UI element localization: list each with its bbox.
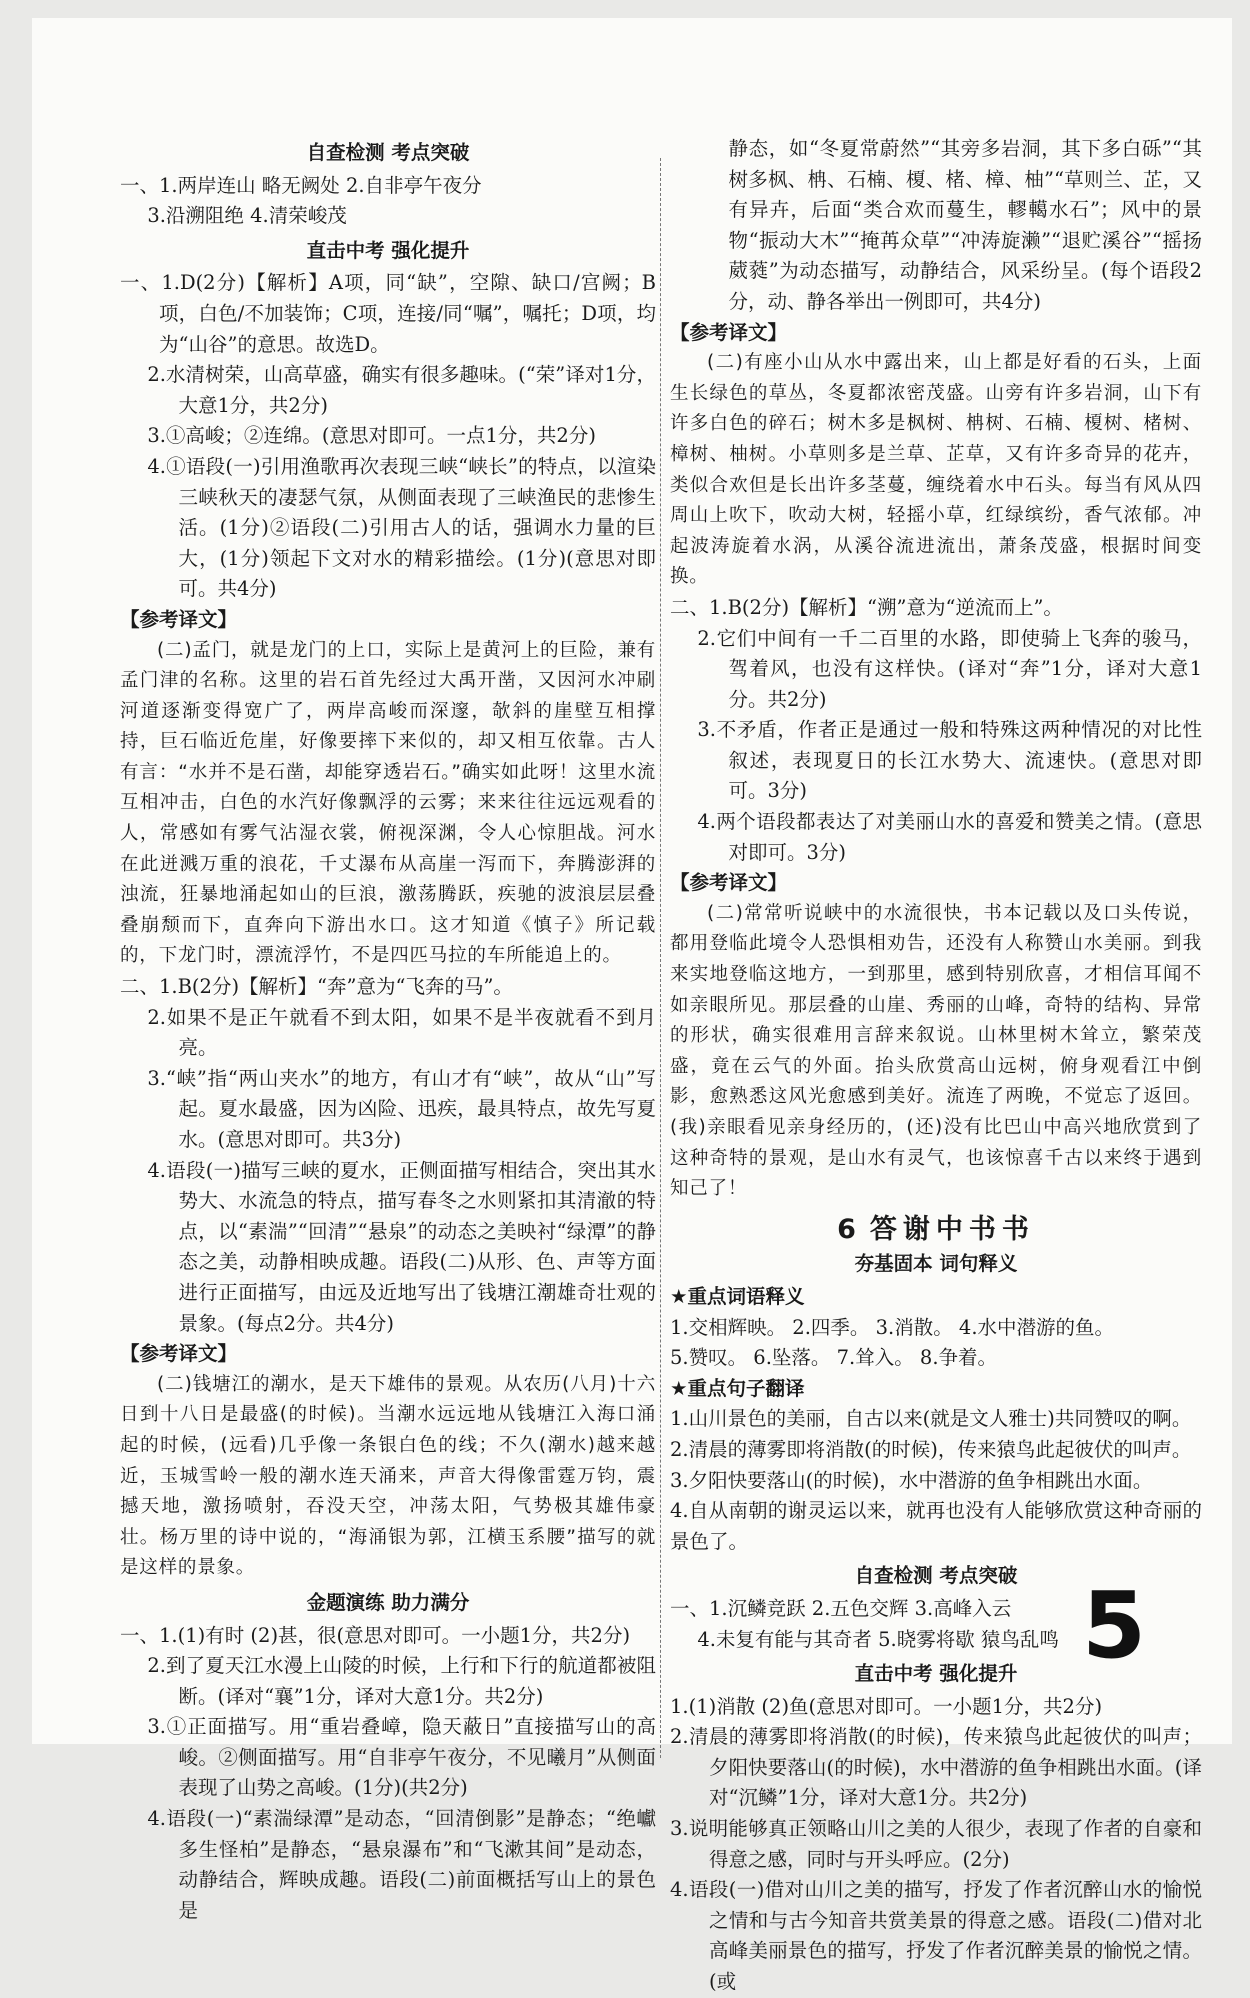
answer-item: 2.水清树荣，山高草盛，确实有很多趣味。(“荣”译对1分，大意1分，共2分) xyxy=(147,363,656,417)
answer-item: 3.①高峻；②连绵。(意思对即可。一点1分，共2分) xyxy=(147,424,596,448)
sentence-translation: 3.夕阳快要落山(的时候)，水中潜游的鱼争相跳出水面。 xyxy=(670,1468,1153,1492)
page-number: 5 xyxy=(1082,1572,1147,1679)
lesson-title xyxy=(670,1215,1202,1246)
answer-item: 4.①语段(一)引用渔歌再次表现三峡“峡长”的特点，以渲染三峡秋天的凄瑟气氛，从侧面表现了三峡渔民的悲惨生活。(1分)②语段(二)引用古人的话，强调水力量的巨大，(1分)领起下文对水的精彩描绘。(1分)(意思对即可。共4分) xyxy=(147,454,656,601)
reference-translation-label: 【参考译文】 xyxy=(670,871,788,895)
section-heading: 直击中考 强化提升 xyxy=(306,238,470,262)
answer-line: 一、1.沉鳞竞跃 2.五色交辉 3.高峰入云 xyxy=(670,1596,1012,1620)
lesson-name: 答谢中书书 xyxy=(869,1213,1035,1245)
answer-item: 2.如果不是正午就看不到太阳，如果不是半夜就看不到月亮。 xyxy=(147,1005,656,1060)
section-heading: 自查检测 考点突破 xyxy=(854,1564,1018,1588)
answer-item: 二、1.B(2分)【解析】“溯”意为“逆流而上”。 xyxy=(670,595,1063,619)
answer-line: 一、1.两岸连山 略无阙处 2.自非亭午夜分 xyxy=(120,173,482,197)
answer-item: 4.语段(一)借对山川之美的描写，抒发了作者沉醉山水的愉悦之情和与古今知音共赏美景的得意之感。语段(二)借对北高峰美丽景色的描写，抒发了作者沉醉美景的愉悦之情。(或 xyxy=(670,1878,1202,1994)
answer-item: 一、1.D(2分)【解析】A项，同“缺”，空隙、缺口/宫阙；B项，白色/不加装饰；C项，连接/同“嘱”，嘱托；D项，均为“山谷”的意思。故选D。 xyxy=(120,271,656,356)
lesson-number: 6 xyxy=(837,1213,856,1245)
reference-translation-label: 【参考译文】 xyxy=(120,607,238,631)
answer-item: 1.(1)消散 (2)鱼(意思对即可。一小题1分，共2分) xyxy=(670,1694,1103,1718)
answer-item: 3.①正面描写。用“重岩叠嶂，隐天蔽日”直接描写山的高峻。②侧面描写。用“自非亭午夜分，不见曦月”从侧面表现了山势之高峻。(1分)(共2分) xyxy=(147,1715,656,1800)
sentence-translation: 4.自从南朝的谢灵运以来，就再也没有人能够欣赏这种奇丽的景色了。 xyxy=(670,1499,1202,1553)
right-column xyxy=(670,134,1202,1998)
column-divider xyxy=(660,158,661,1758)
section-heading: 自查检测 考点突破 xyxy=(306,141,470,164)
answer-item: 二、1.B(2分)【解析】“奔”意为“飞奔的马”。 xyxy=(120,975,513,999)
answer-item: 2.它们中间有一千二百里的水路，即使骑上飞奔的骏马，驾着风，也没有这样快。(译对“奔”1分，译对大意1分。共2分) xyxy=(697,626,1202,711)
answer-item: 3.说明能够真正领略山川之美的人很少，表现了作者的自豪和得意之感，同时与开头呼应。(2分) xyxy=(670,1817,1202,1871)
subsection-heading: ★重点词语释义 xyxy=(670,1284,805,1308)
answer-item: 3.不矛盾，作者正是通过一般和特殊这两种情况的对比性叙述，表现夏日的长江水势大、流速快。(意思对即可。3分) xyxy=(697,718,1202,803)
word-list: 5.赞叹。 6.坠落。 7.耸入。 8.争着。 xyxy=(670,1346,998,1370)
sentence-translation: 1.山川景色的美丽，自古以来(就是文人雅士)共同赞叹的啊。 xyxy=(670,1407,1192,1431)
answer-item: 3.“峡”指“两山夹水”的地方，有山才有“峡”，故从“山”写起。夏水最盛，因为凶险、迅疾，最具特点，故先写夏水。(意思对即可。共3分) xyxy=(147,1066,656,1151)
answer-line: 3.沿溯阻绝 4.清荣峻茂 xyxy=(147,204,347,228)
translation-paragraph: (二)孟门，就是龙门的上口，实际上是黄河上的巨险，兼有孟门津的名称。这里的岩石首先经过大禹开凿，又因河水冲刷河道逐渐变得宽广了，两岸高峻而深邃，欹斜的崖壁互相撑持，巨石临近危崖，好像要摔下来似的，却又相互依靠。古人有言：“水并不是石凿，却能穿透岩石。”确实如此呀！这里水流互相冲击，白色的水汽好像飘浮的云雾；来来往往远远观看的人，常感如有雾气沾湿衣裳，俯视深渊，令人心惊胆战。河水在此迸溅万重的浪花，千丈瀑布从高崖一泻而下，奔腾澎湃的浊流，狂暴地涌起如山的巨浪，激荡腾跃，疾驰的波浪层层叠叠崩颓而下，直奔向下游出水口。这才知道《慎子》所记载的，下龙门时，漂流浮竹，不是四匹马拉的车所能追上的。 xyxy=(120,639,656,967)
answer-line: 4.未复有能与其奇者 5.晓雾将歇 猿鸟乱鸣 xyxy=(697,1627,1059,1651)
translation-paragraph: (二)常常听说峡中的水流很快，书本记载以及口头传说，都用登临此境令人恐惧相劝告，还没有人称赞山水美丽。到我来实地登临这地方，一到那里，感到特别欣喜，才相信耳闻不如亲眼所见。那层叠的山崖、秀丽的山峰，奇特的结构、异常的形状，确实很难用言辞来叙说。山林里树木耸立，繁荣茂盛，竟在云气的外面。抬头欣赏高山远树，俯身观看江中倒影，愈熟悉这风光愈感到美好。流连了两晚，不觉忘了返回。(我)亲眼看见亲身经历的，(还)没有比巴山中高兴地欣赏到了这种奇特的景观，是山水有灵气，也该惊喜千古以来终于遇到知己了！ xyxy=(670,902,1202,1200)
answer-item: 一、1.(1)有时 (2)甚，很(意思对即可。一小题1分，共2分) xyxy=(120,1623,631,1647)
answer-item: 2.到了夏天江水漫上山陵的时候，上行和下行的航道都被阻断。(译对“襄”1分，译对大意1分。共2分) xyxy=(147,1654,656,1708)
answer-item: 4.语段(一)“素湍绿潭”是动态，“回清倒影”是静态；“绝巘多生怪柏”是静态，“悬泉瀑布”和“飞漱其间”是动态，动静结合，辉映成趣。语段(二)前面概括写山上的景色是 xyxy=(147,1807,656,1922)
translation-paragraph: (二)有座小山从水中露出来，山上都是好看的石头，上面生长绿色的草丛，冬夏都浓密茂盛。山旁有许多岩洞，山下有许多白色的碎石；树木多是枫树、柟树、石楠、榎树、楮树、樟树、柚树。小草则多是兰草、芷草，又有许多奇异的花卉，类似合欢但是长出许多茎蔓，缠绕着水中石头。每当有风从四周山上吹下，吹动大树，轻摇小草，红绿缤纷，香气浓郁。冲起波涛旋着水涡，从溪谷流进流出，萧条茂盛，根据时间变换。 xyxy=(670,352,1202,588)
reference-translation-label: 【参考译文】 xyxy=(120,1342,238,1366)
answer-page xyxy=(32,18,1232,1994)
reference-translation-label: 【参考译文】 xyxy=(670,320,788,344)
answer-item: 4.语段(一)描写三峡的夏水，正侧面描写相结合，突出其水势大、水流急的特点，描写春冬之水则紧扣其清澈的特点，以“素湍”“回清”“悬泉”的动态之美映衬“绿潭”的静态之美，动静相映成趣。语段(二)从形、色、声等方面进行正面描写，由远及近地写出了钱塘江潮雄奇壮观的景象。(每点2分。共4分) xyxy=(147,1158,656,1335)
answer-item: 2.清晨的薄雾即将消散(的时候)，传来猿鸟此起彼伏的叫声；夕阳快要落山(的时候)，水中潜游的鱼争相跳出水面。(译对“沉鳞”1分，译对大意1分。共2分) xyxy=(670,1725,1202,1810)
left-column xyxy=(120,134,656,1926)
subsection-heading: ★重点句子翻译 xyxy=(670,1376,805,1400)
word-list: 1.交相辉映。 2.四季。 3.消散。 4.水中潜游的鱼。 xyxy=(670,1315,1115,1339)
answer-item-continued: 静态，如“冬夏常蔚然”“其旁多岩洞，其下多白砾”“其树多枫、柟、石楠、榎、楮、樟、柚”“草则兰、芷，又有异卉，后面“类合欢而蔓生，轇轕水石”；风中的景物“振动大木”“掩苒众草”“冲涛旋濑”“退贮溪谷”“摇扬葳蕤”为动态描写，动静结合，风采纷呈。(每个语段2分，动、静各举出一例即可，共4分) xyxy=(728,137,1202,313)
answer-item: 4.两个语段都表达了对美丽山水的喜爱和赞美之情。(意思对即可。3分) xyxy=(697,810,1202,864)
translation-paragraph: (二)钱塘江的潮水，是天下雄伟的景观。从农历(八月)十六日到十八日是最盛(的时候)。当潮水远远地从钱塘江入海口涌起的时候，(远看)几乎像一条银白色的线；不久(潮水)越来越近，玉城雪岭一般的潮水连天涌来，声音大得像雷霆万钧，震撼天地，激扬喷射，吞没天空，冲荡太阳，气势极其雄伟豪壮。杨万里的诗中说的，“海涌银为郭，江横玉系腰”描写的就是这样的景象。 xyxy=(120,1373,656,1579)
section-heading: 夯基固本 词句释义 xyxy=(854,1252,1018,1276)
sentence-translation: 2.清晨的薄雾即将消散(的时候)，传来猿鸟此起彼伏的叫声。 xyxy=(670,1437,1192,1461)
section-heading: 金题演练 助力满分 xyxy=(306,1590,470,1614)
section-heading: 直击中考 强化提升 xyxy=(854,1662,1018,1686)
